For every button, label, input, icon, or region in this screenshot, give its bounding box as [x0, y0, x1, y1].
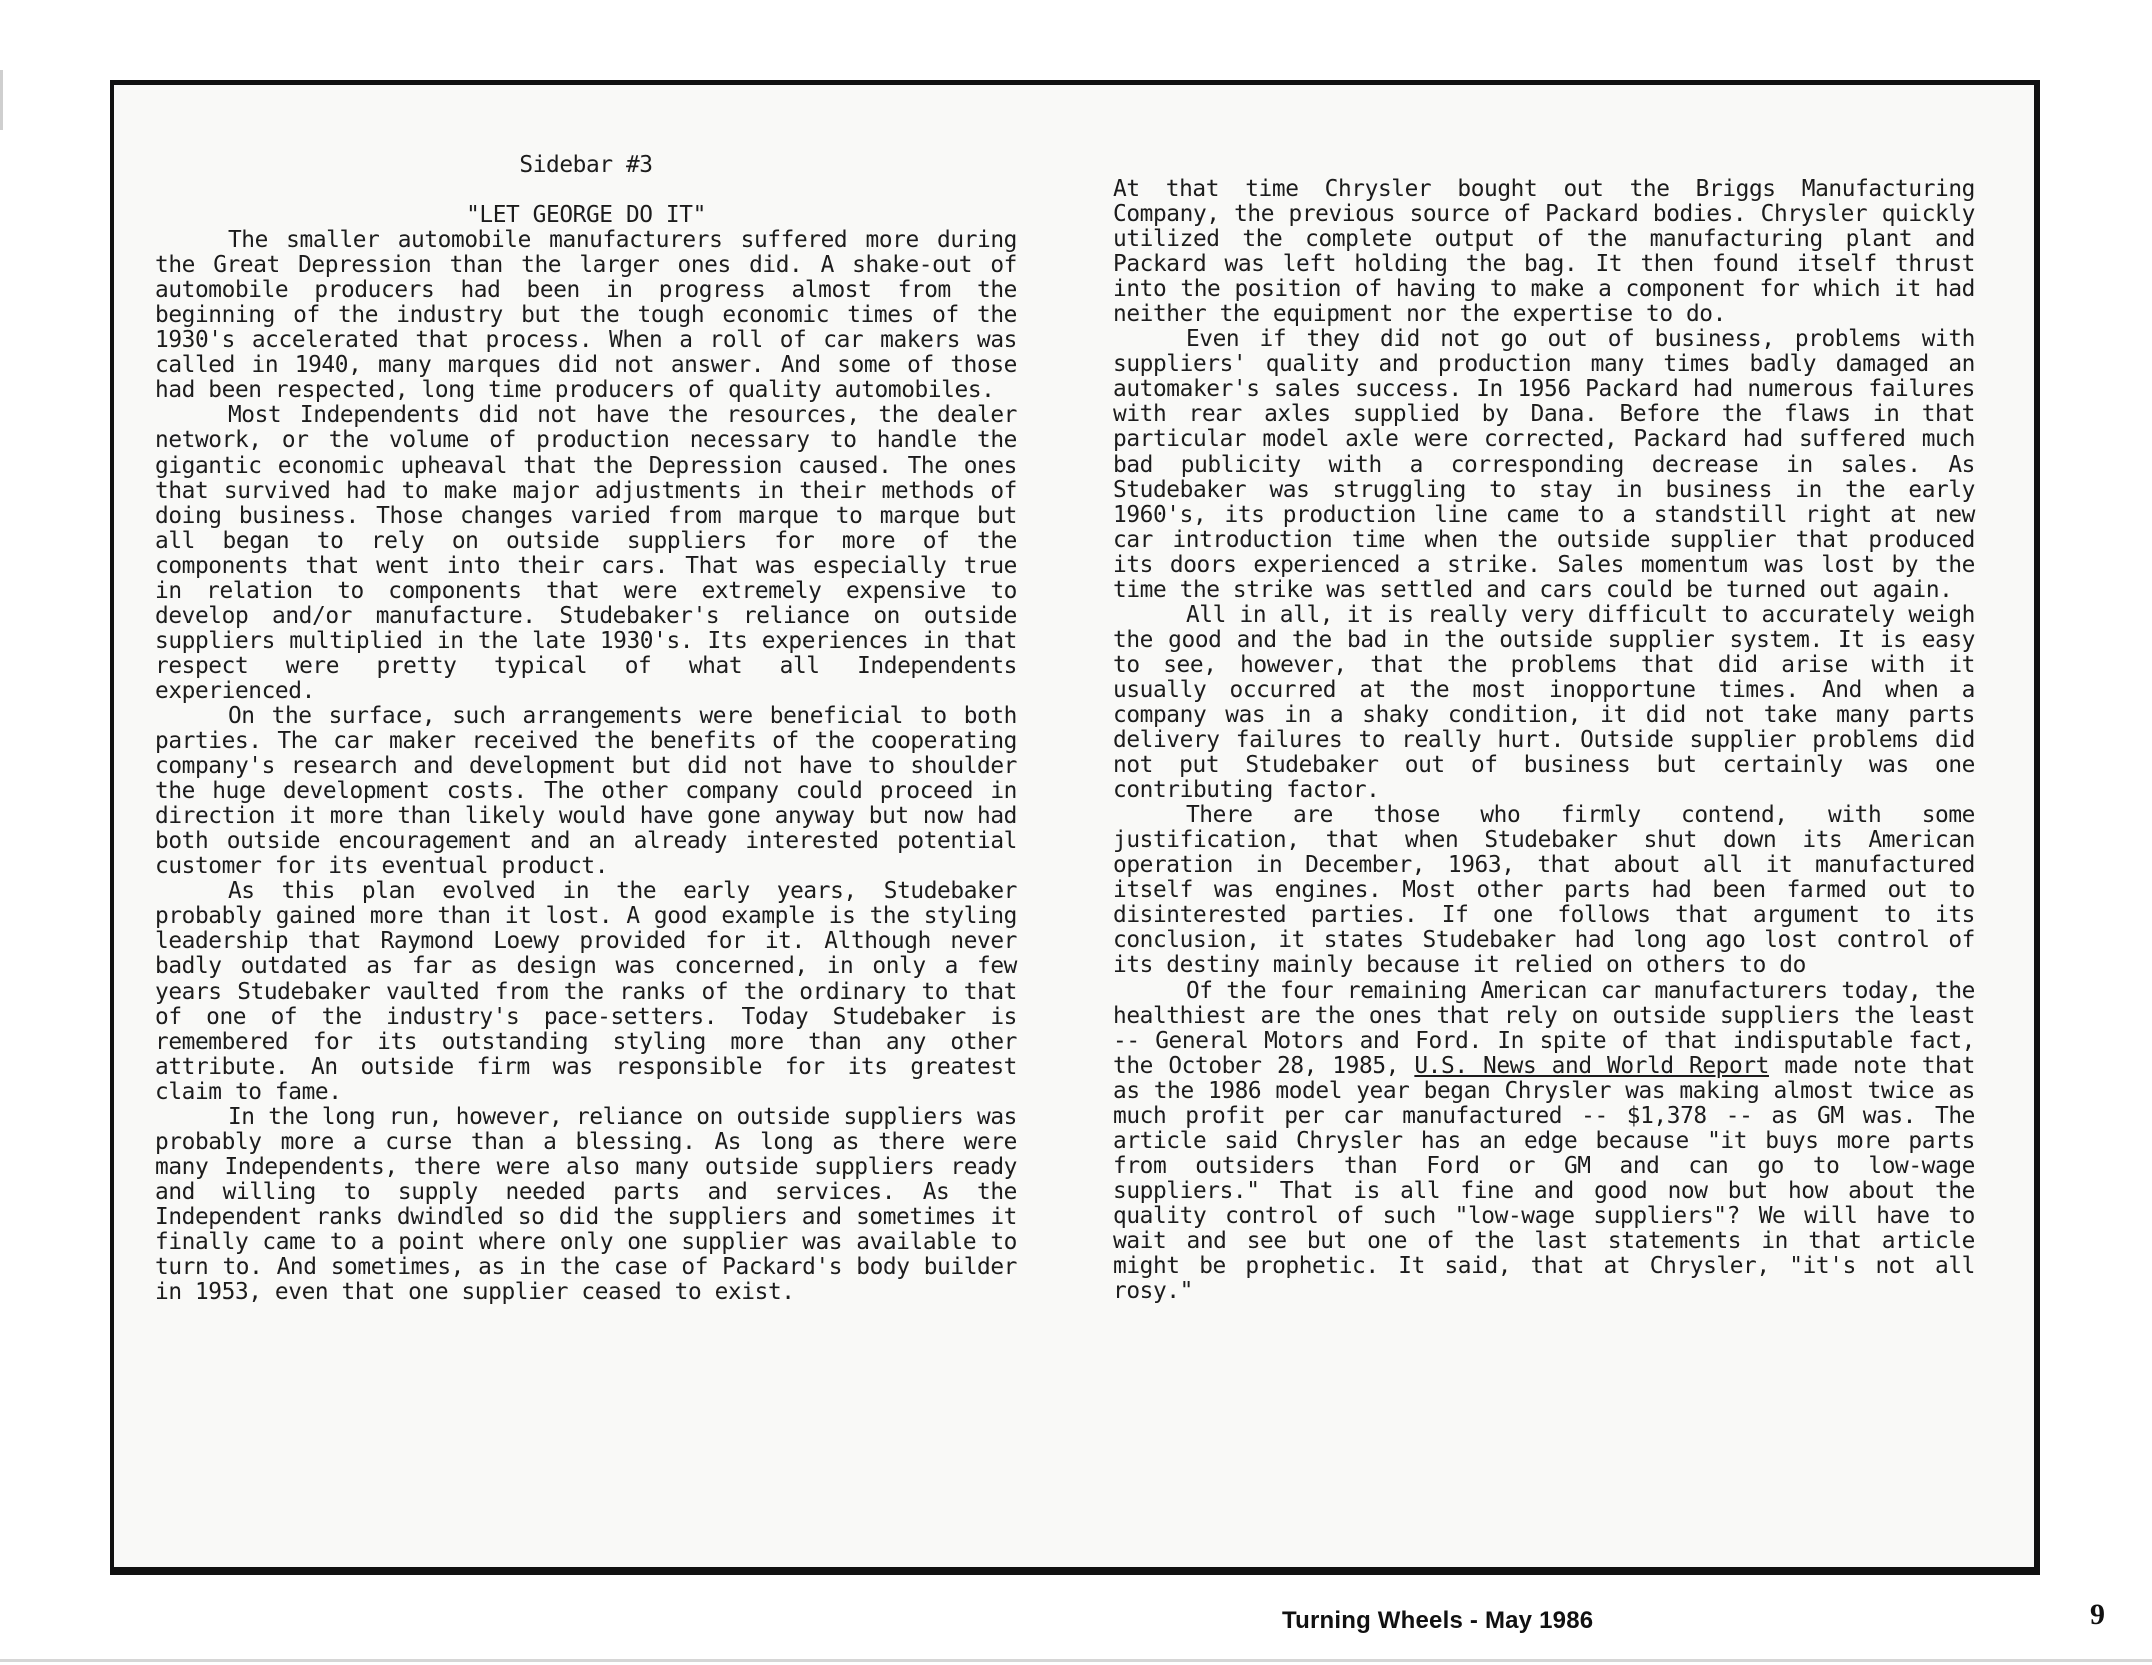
paragraph: As this plan evolved in the early years, Studebaker probably gained more than it lost. A good example is the styling leadership that Raymond Loewy provided for it. Although never badly outdated as far as design was concerned, in only a few years Studebaker vaulted from the ranks of the ordinary to that of one of the industry's pace-setters. Today Studebaker is remembered for its outstanding styling more than any other attribute. An outside firm was responsible for its greatest claim to fame. [155, 878, 1017, 1105]
scan-bottom-edge [0, 1659, 2152, 1662]
page-number: 9 [2090, 1598, 2105, 1631]
paragraph: In the long run, however, reliance on outside suppliers was probably more a curse than a blessing. As long as there were many Independents, there were also many outside suppliers ready and willing to supply needed parts and services. As the Independent ranks dwindled so did the suppliers and sometimes it finally came to a point where only one supplier was available to turn to. And sometimes, as in the case of Packard's body builder in 1953, even that one supplier ceased to exist. [155, 1103, 1017, 1306]
paragraph-text: made note that as the 1986 model year began Chrysler was making almost twice as much profit per car manufactured -- $1,378 -- as GM was. The article said Chrysler has an edge because "it buys more parts from outsiders than Ford or GM and can go to low-wage suppliers." That is all fine and good now but how about the quality control of such "low-wage suppliers"? We will have to wait and see but one of the last statements in that article might be prophetic. It said, that at Chrysler, "it's not all rosy." [1113, 1052, 1975, 1305]
article-headline: "LET GEORGE DO IT" [466, 202, 706, 229]
scan-edge-mark [0, 70, 3, 130]
paragraph: There are those who firmly contend, with some justification, that when Studebaker shut down its American operation in December, 1963, that about all it manufactured itself was engines. Most other parts had been farmed out to disinterested parties. If one follows that argument to its conclusion, it states Studebaker had long ago lost control of its destiny mainly because it relied on others to do [1113, 802, 1975, 979]
paragraph: All in all, it is really very difficult to accurately weigh the good and the bad in the outside supplier system. It is easy to see, however, that the problems that did arise with it usually occurred at the most inopportune times. And when a company was in a shaky condition, it did not take many parts delivery failures to really hurt. Outside supplier problems did not put Studebaker out of business but certainly was one contributing factor. [1113, 601, 1975, 804]
paragraph: At that time Chrysler bought out the Briggs Manufacturing Company, the previous source of Packard bodies. Chrysler quickly utilized the complete output of the manufacturing plant and Packard was left holding the bag. It then found itself thrust into the position of having to make a component for which it had neither the equipment nor the expertise to do. [1113, 176, 1975, 328]
magazine-footer: Turning Wheels - May 1986 [1282, 1607, 1594, 1634]
publication-title: U.S. News and World Report [1414, 1052, 1769, 1079]
paragraph-text: Of the four remaining American car manufacturers today, the healthiest are the ones that rely on outside suppliers the least -- General Motors and Ford. In spite of that indisputable fact, the October 28, 1985, [1113, 977, 1975, 1079]
paragraph: The smaller automobile manufacturers suffered more during the Great Depression than the larger ones did. A shake-out of automobile producers had been in progress almost from the beginning of the industry but the tough economic times of the 1930's accelerated that process. When a roll of car makers was called in 1940, many marques did not answer. And some of those had been respected, long time producers of quality automobiles. [155, 227, 1017, 404]
paragraph-final [1113, 979, 1975, 1305]
sidebar-label: Sidebar #3 [519, 152, 653, 178]
right-column [1113, 177, 1975, 1304]
paragraph: Most Independents did not have the resources, the dealer network, or the volume of production necessary to handle the gigantic economic upheaval that the Depression caused. The ones that survived had to make major adjustments in their methods of doing business. Those changes varied from marque to marque but all began to rely on outside suppliers for more of the components that went into their cars. That was especially true in relation to components that were extremely expensive to develop and/or manufacture. Studebaker's reliance on outside suppliers multiplied in the late 1930's. Its experiences in that respect were pretty typical of what all Independents experienced. [155, 402, 1017, 704]
paragraph: On the surface, such arrangements were beneficial to both parties. The car maker received the benefits of the cooperating company's research and development but did not have to shoulder the huge development costs. The other company could proceed in direction it more than likely would have gone anyway but now had both outside encouragement and an already interested potential customer for its eventual product. [155, 702, 1017, 880]
paragraph: Even if they did not go out of business, problems with suppliers' quality and production many times badly damaged an automaker's sales success. In 1956 Packard had numerous failures with rear axles supplied by Dana. Before the flaws in that particular model axle were corrected, Packard had suffered much bad publicity with a corresponding decrease in sales. As Studebaker was struggling to stay in business in the early 1960's, its production line came to a standstill right at new car introduction time when the outside supplier that produced its doors experienced a strike. Sales momentum was lost by the time the strike was settled and cars could be turned out again. [1113, 326, 1975, 603]
left-column [155, 153, 1017, 1305]
